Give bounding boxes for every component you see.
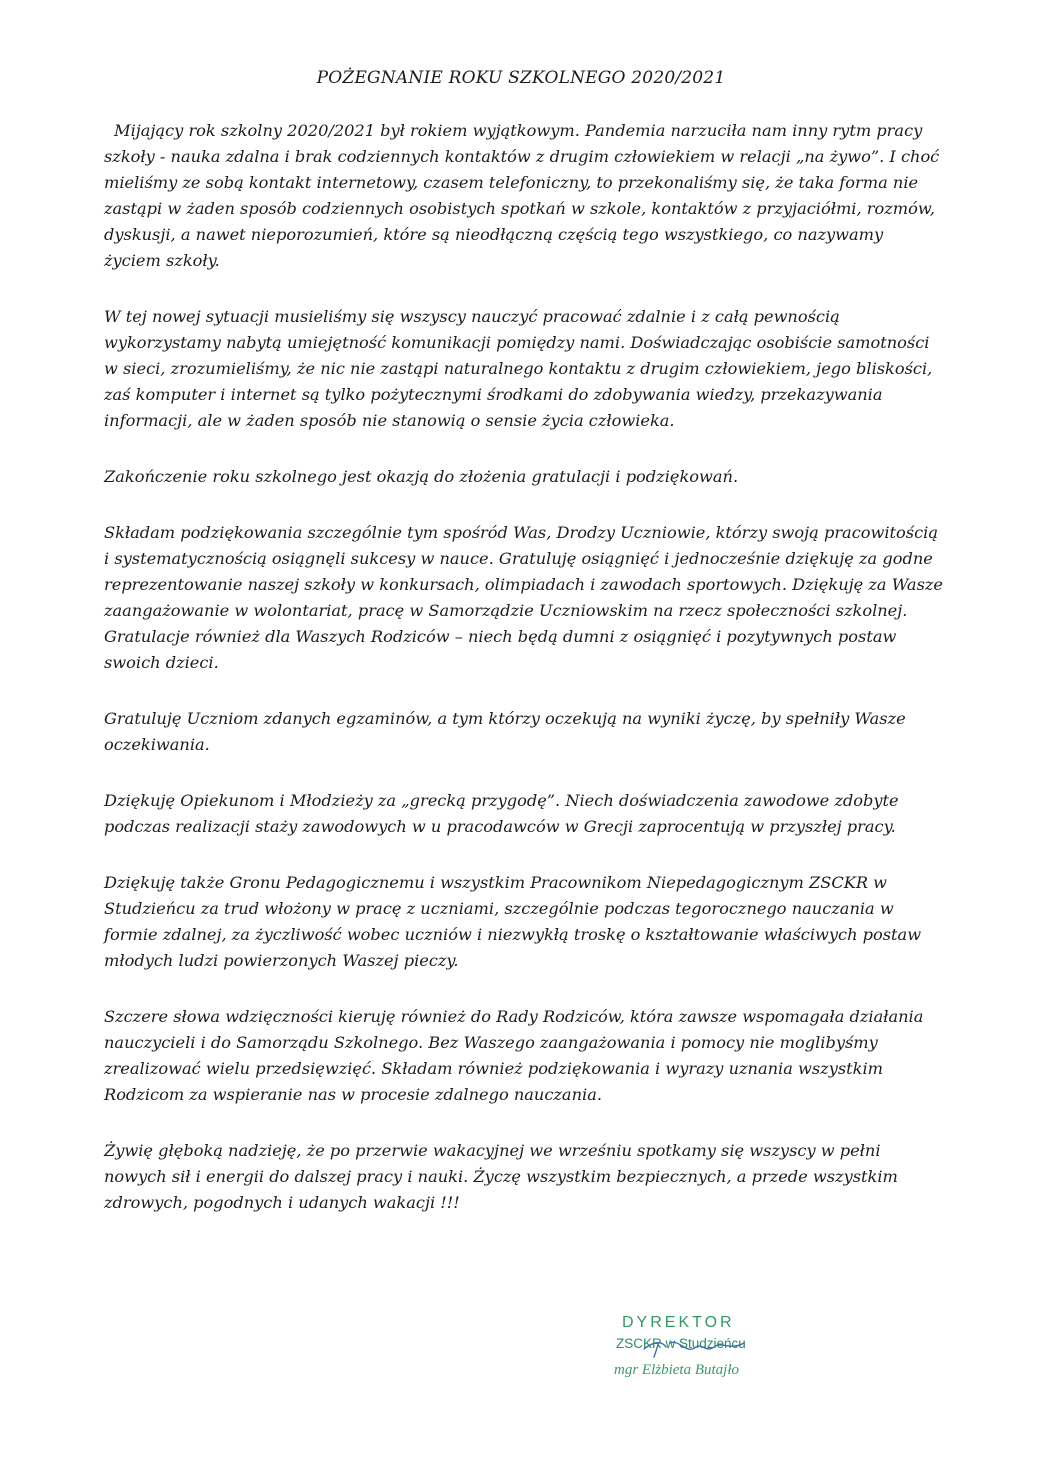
- stamp-organization: ZSCKR w Studzieńcu: [616, 1336, 746, 1351]
- letter-body: [104, 118, 944, 1246]
- stamp-title: DYREKTOR: [622, 1314, 735, 1331]
- paragraph-6: Dziękuję Opiekunom i Młodzieży za „grecką przygodę”. Niech doświadczenia zawodowe zdobyte podczas realizacji staży zawodowych w u pracodawców w Grecji zaprocentują w przyszłej pracy.: [104, 791, 899, 836]
- paragraph-2: W tej nowej sytuacji musieliśmy się wszyscy nauczyć pracować zdalnie i z całą pewnością wykorzystamy nabytą umiejętność komunikacji pomiędzy nami. Doświadczając osobiście samotności w sieci, zrozumieliśmy, że nic nie zastąpi naturalnego kontaktu z drugim człowiekiem, jego bliskości, zaś komputer i internet są tylko pożytecznymi środkami do zdobywania wiedzy, przekazywania informacji, ale w żaden sposób nie stanowią o sensie życia człowieka.: [104, 307, 933, 430]
- paragraph-3: Zakończenie roku szkolnego jest okazją do złożenia gratulacji i podziękowań.: [104, 467, 739, 486]
- paragraph-7: Dziękuję także Gronu Pedagogicznemu i wszystkim Pracownikom Niepedagogicznym ZSCKR w Studzieńcu za trud włożony w pracę z uczniami, szczególnie podczas tegorocznego nauczania w formie zdalnej, za życzliwość wobec uczniów i niezwykłą troskę o kształtowanie właściwych postaw młodych ludzi powierzonych Waszej pieczy.: [104, 873, 922, 970]
- paragraph-4: Składam podziękowania szczególnie tym spośród Was, Drodzy Uczniowie, którzy swoją pracowitością i systematycznością osiągnęli sukcesy w nauce. Gratuluję osiągnięć i jednocześnie dziękuję za godne reprezentowanie naszej szkoły w konkursach, olimpiadach i zawodach sportowych. Dziękuję za Wasze zaangażowanie w wolontariat, pracę w Samorządzie Uczniowskim na rzecz społeczności szkolnej. Gratulacje również dla Waszych Rodziców – niech będą dumni z osiągnięć i pozytywnych postaw swoich dzieci.: [104, 523, 943, 672]
- paragraph-5: Gratuluję Uczniom zdanych egzaminów, a tym którzy oczekują na wyniki życzę, by spełniły Wasze oczekiwania.: [104, 709, 906, 754]
- stamp-name: mgr Elżbieta Butajło: [614, 1362, 739, 1378]
- handwritten-signature: [640, 1335, 750, 1361]
- paragraph-1: Mijający rok szkolny 2020/2021 był rokiem wyjątkowym. Pandemia narzuciła nam inny rytm pracy szkoły - nauka zdalna i brak codziennych kontaktów z drugim człowiekiem w relacji „na żywo”. I choć mieliśmy ze sobą kontakt internetowy, czasem telefoniczny, to przekonaliśmy się, że taka forma nie zastąpi w żaden sposób codziennych osobistych spotkań w szkole, kontaktów z przyjaciółmi, rozmów, dyskusji, a nawet nieporozumień, które są nieodłączną częścią tego wszystkiego, co nazywamy życiem szkoły.: [104, 121, 940, 270]
- paragraph-9: Żywię głęboką nadzieję, że po przerwie wakacyjnej we wrześniu spotkamy się wszyscy w pełni nowych sił i energii do dalszej pracy i nauki. Życzę wszystkim bezpiecznych, a przede wszystkim zdrowych, pogodnych i udanych wakacji !!!: [104, 1141, 898, 1212]
- document-title: POŻEGNANIE ROKU SZKOLNEGO 2020/2021: [316, 68, 726, 88]
- paragraph-8: Szczere słowa wdzięczności kieruję również do Rady Rodziców, która zawsze wspomagała działania nauczycieli i do Samorządu Szkolnego. Bez Waszego zaangażowania i pomocy nie moglibyśmy zrealizować wielu przedsięwzięć. Składam również podziękowania i wyrazy uznania wszystkim Rodzicom za wspieranie nas w procesie zdalnego nauczania.: [104, 1007, 924, 1104]
